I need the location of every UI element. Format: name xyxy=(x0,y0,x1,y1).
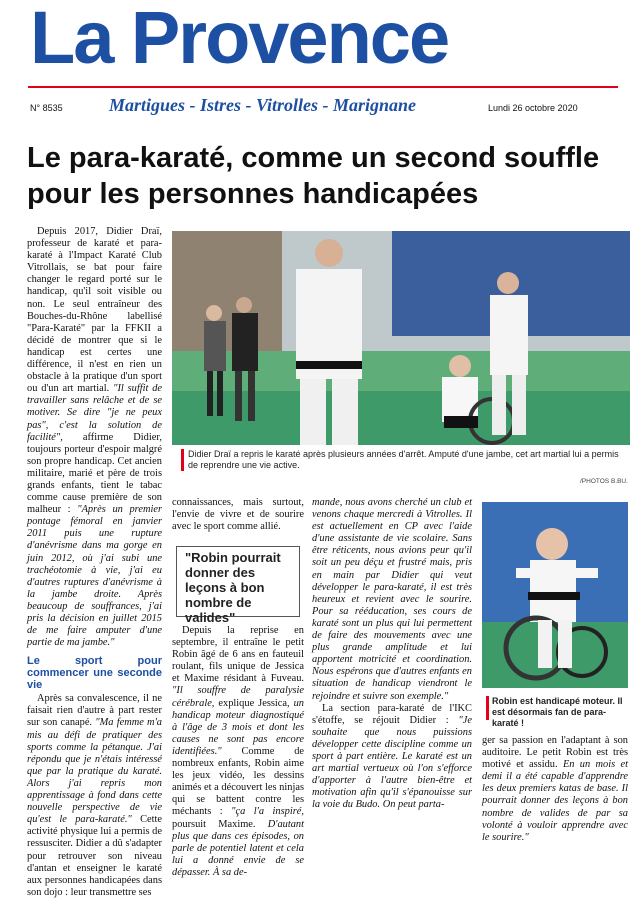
section-subhead: Le sport pour commencer une seconde vie xyxy=(27,655,162,692)
side-photo xyxy=(482,502,628,688)
quote-run: "Je souhaite que nous puissions développer cette discipline comme un sport à part entière. Le karaté est un art martial vertueux où l'on s'efforce d'apporter à l'autre bien-être et motivation afin qu'il s'épanouisse sur la voie du Budo. On peut parta- xyxy=(312,714,472,811)
side-photo-caption: Robin est handicapé moteur. Il est désormais fan de para-karaté ! xyxy=(492,696,623,728)
article-column-2 xyxy=(172,497,304,533)
text-run: La section para-karaté de l'IKC s'étoffe, se réjouit Didier : xyxy=(312,702,472,726)
article-column-4 xyxy=(482,735,628,844)
text-run: Comme de nombreux enfants, Robin aime les jeux vidéo, les dessins animés et a découvert les ninjas qui se battent contre les méchants : xyxy=(172,745,304,818)
text-run: Depuis la reprise en septembre, il entraîne le petit Robin âgé de 6 ans en fauteuil roulant, fils unique de Jessica et Maxime résidant à Fuveau. xyxy=(172,625,304,685)
paragraph xyxy=(172,497,304,533)
caption-accent xyxy=(181,449,184,471)
quote-run: "Il souffre de paralysie cérébrale, xyxy=(172,685,304,709)
quote-run: D'autant plus que dans ces épisodes, on parle de potentiel latent et cela lui a donné envie de se dépasser. À sa de- xyxy=(172,818,304,878)
robin-wheelchair-illustration xyxy=(482,502,628,688)
quote-run: En un mois et demi il a été capable d'apprendre les deux premiers katas de base. Il pourrait donner des leçons à bon nombre de valides de par sa volonté à vouloir apprendre avec le sourire." xyxy=(482,759,628,843)
newspaper-logo: La Provence xyxy=(30,0,449,79)
text-run: affirme Didier, toujours porteur d'espoir malgré son propre handicap. Cet ancien militaire, marié et père de trois grands enfants, tient le tabac comme cause première de son malheur : xyxy=(27,431,162,516)
text-run: Cette activité physique lui a permis de ressusciter. Didier a dû s'adapter pour retrouver son niveau d'antan et enseigner le karaté aux personnes handicapées dans son dojo : leur transmettre ses xyxy=(27,814,162,898)
paragraph xyxy=(312,497,472,703)
text-run: ger sa passion en l'adaptant à son auditoire. Le petit Robin est très motivé et assidu. xyxy=(482,735,628,771)
text-run: Depuis 2017, Didier Draï, professeur de karaté et para-karaté à l'Impact Karaté Club Vitrollais, se bat pour faire changer le regard porté sur le handicap, qu'il soit visible ou non. Le seul entraîneur des Bouches-du-Rhône labellisé "Para-Karaté" par la FFKII a décidé de montrer que si le handicap est certes une différence, il n'est en rien un obstacle à la pratique d'un sport ou d'un art martial. xyxy=(27,226,162,395)
quote-run: "Après un premier pontage fémoral en janvier 2011 puis une rupture d'anévrisme dans ma gorge en juin 2012, où j'ai subi une trachéotomie à vie, j'ai eu d'autres ruptures d'anévrisme à la jambe droite. Après beaucoup de souffrances, j'ai pris la décision en juillet 2015 de me faire amputer d'une partie de ma jambe." xyxy=(27,504,162,649)
edition-cities: Martigues - Istres - Vitrolles - Marignane xyxy=(109,95,417,115)
quote-run: mande, nous avons cherché un club et venons chaque mercredi à Vitrolles. Il est actuellement en CP avec l'aide d'une assistante de vie scolaire. Sans être réticents, nous avions peur qu'il soit un peu déçu et frustré mais, pris en main par Didier qui veut développer le para-karaté, il est très heureux et revient avec le sourire. Pour sa rééducation, ses cours de karaté sont un plus qui lui permettent de faire des mouvements avec une plus grande amplitude et lui apportent motricité et coordination. Nous espérons que d'autres enfants en situation de handicap viendront le rejoindre et suivre son exemple." xyxy=(312,497,472,702)
quote-run: "Il suffit de travailler sans relâche et de se motiver. Se dire "je ne peux pas", c'est la solution de facilité", xyxy=(27,383,162,443)
photo-credit: /PHOTOS B.BU. xyxy=(580,478,628,485)
paragraph xyxy=(27,693,162,899)
paragraph xyxy=(27,226,162,649)
main-photo xyxy=(172,231,630,445)
paragraph xyxy=(312,703,472,812)
issue-number: N° 8535 xyxy=(30,103,63,113)
paragraph xyxy=(172,625,304,879)
pull-quote: "Robin pourrait donner des leçons à bon nombre de valides" xyxy=(176,546,300,617)
article-column-3 xyxy=(312,497,472,811)
publication-date: Lundi 26 octobre 2020 xyxy=(488,103,578,113)
text-run: connaissances, mais surtout, l'envie de vivre et de sourire avec le sport comme allié. xyxy=(172,497,304,533)
text-run: Après sa convalescence, il ne faisait rien d'autre à part rester sur son canapé. xyxy=(27,693,162,729)
quote-run: "ça l'a inspiré, xyxy=(231,806,304,818)
quote-run: un handicap moteur diagnostiqué à l'âge de 3 mois et dont les causes ne sont pas encore identifiées." xyxy=(172,697,304,757)
article-headline: Le para-karaté, comme un second souffle pour les personnes handicapées xyxy=(27,142,600,210)
quote-run: "Ma femme m'a mis au défi de pratiquer des sports comme la pétanque. J'ai répondu que je n'étais intéressé que par la pratique du karaté. Alors j'ai repris mon apprentissage à fond dans cette nouvelle perspective de vie qu'est le para-karaté." xyxy=(27,717,162,826)
caption-accent xyxy=(486,696,489,720)
paragraph xyxy=(482,735,628,844)
article-column-1 xyxy=(27,226,162,899)
karate-class-illustration xyxy=(172,231,630,445)
text-run: poursuit Maxime. xyxy=(172,818,268,830)
text-run: explique Jessica, xyxy=(214,697,294,709)
masthead-divider xyxy=(28,86,618,88)
article-column-2-continued xyxy=(172,625,304,879)
main-photo-caption: Didier Draï a repris le karaté après plusieurs années d'arrêt. Amputé d'une jambe, cet art martial lui a permis de reprendre une vie active. xyxy=(188,449,619,470)
